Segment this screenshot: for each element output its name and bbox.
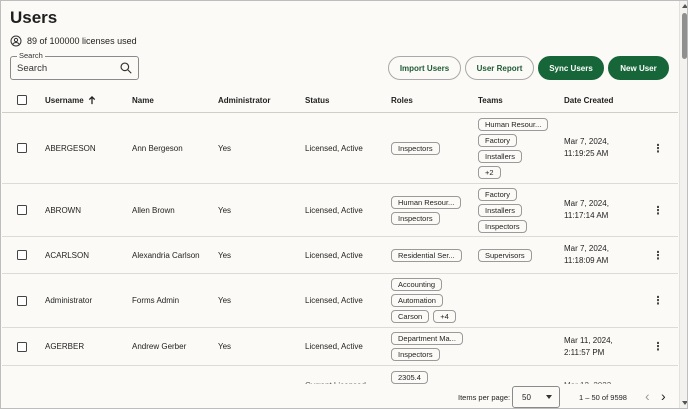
team-chip: Human Resour...	[478, 118, 548, 131]
arrow-up-icon	[88, 96, 96, 105]
team-chip: Factory	[478, 134, 517, 147]
pagination-bar	[2, 384, 678, 409]
more-vert-icon[interactable]: ⋮	[652, 249, 664, 262]
new-user-button[interactable]: New User	[608, 56, 669, 80]
vertical-scrollbar[interactable]	[679, 1, 688, 408]
name-cell: Allen Brown	[132, 205, 175, 215]
name-cell: Forms Admin	[132, 296, 180, 305]
admin-cell: Yes	[218, 296, 232, 305]
status-cell: Licensed, Active	[305, 250, 363, 260]
admin-cell: Yes	[218, 250, 232, 260]
name-cell: Alexandria Carlson	[132, 250, 200, 260]
sync-users-button[interactable]: Sync Users	[538, 56, 604, 80]
time-line: 11:17:14 AM	[564, 211, 609, 220]
col-header-date-created[interactable]: Date Created	[564, 95, 614, 105]
time-line: 2:11:57 PM	[564, 347, 605, 357]
team-more-chip[interactable]: +2	[478, 166, 501, 179]
roles-cell	[391, 113, 440, 183]
col-header-roles: Roles	[391, 95, 413, 105]
team-chip: Inspectors	[478, 220, 527, 233]
role-chip: Human Resour...	[391, 196, 461, 209]
time-line: 11:19:25 AM	[564, 149, 609, 158]
date-line: Mar 11, 2024,	[564, 335, 613, 345]
more-vert-icon[interactable]: ⋮	[652, 204, 664, 217]
date-created-cell	[564, 184, 609, 236]
page-range-label: 1 – 50 of 9598	[579, 393, 627, 402]
role-chip: 2305.4	[391, 371, 428, 384]
import-users-button[interactable]: Import Users	[388, 56, 461, 80]
scroll-up-arrow-icon[interactable]	[682, 4, 688, 8]
username-cell: ABROWN	[45, 205, 81, 215]
roles-cell	[391, 184, 461, 236]
table-row[interactable]	[2, 113, 678, 184]
teams-cell	[478, 237, 532, 273]
role-chip: Accounting	[391, 278, 442, 291]
role-chip-line	[391, 310, 456, 323]
col-header-name[interactable]: Name	[132, 95, 154, 105]
role-chip: Department Ma...	[391, 332, 463, 345]
username-cell: Administrator	[45, 296, 93, 305]
roles-cell	[391, 237, 462, 273]
name-cell: Andrew Gerber	[132, 342, 187, 351]
items-per-page-label: Items per page:	[458, 393, 511, 402]
license-text: 89 of 100000 licenses used	[27, 36, 137, 46]
team-chip: Installers	[478, 150, 522, 163]
select-all-checkbox[interactable]	[17, 95, 27, 105]
search-input[interactable]	[17, 61, 115, 75]
items-per-page-select[interactable]	[512, 386, 560, 408]
row-checkbox[interactable]	[17, 250, 27, 260]
col-header-teams: Teams	[478, 95, 503, 105]
status-cell: Licensed, Active	[305, 143, 363, 153]
date-created-cell	[564, 328, 613, 365]
username-cell: AGERBER	[45, 342, 85, 351]
table-header-row	[2, 88, 678, 113]
roles-cell	[391, 328, 463, 365]
role-chip: Automation	[391, 294, 443, 307]
admin-cell: Yes	[218, 205, 232, 215]
role-chip: Carson	[391, 310, 429, 323]
more-vert-icon[interactable]: ⋮	[652, 295, 664, 307]
role-chip: Inspectors	[391, 142, 440, 155]
date-created-cell	[564, 113, 609, 183]
col-header-status[interactable]: Status	[305, 95, 330, 105]
row-checkbox[interactable]	[17, 143, 27, 153]
team-chip: Installers	[478, 204, 522, 217]
role-more-chip[interactable]: +4	[433, 310, 456, 323]
page-title: Users	[10, 8, 58, 27]
teams-cell	[478, 184, 527, 236]
items-per-page-value: 50	[522, 392, 531, 402]
search-field[interactable]	[10, 51, 139, 80]
team-chip: Factory	[478, 188, 517, 201]
status-cell: Licensed, Active	[305, 296, 363, 305]
roles-cell	[391, 274, 456, 327]
scrollbar-thumb[interactable]	[682, 13, 687, 59]
table-row[interactable]	[2, 274, 678, 328]
table-row[interactable]	[2, 184, 678, 237]
license-summary	[10, 35, 137, 47]
date-line: Mar 7, 2024,	[564, 199, 609, 208]
teams-cell	[478, 113, 548, 183]
date-line: Mar 7, 2024,	[564, 244, 609, 253]
col-username-label: Username	[45, 95, 84, 105]
col-header-username[interactable]	[45, 88, 96, 112]
date-created-cell	[564, 237, 609, 273]
table-row[interactable]	[2, 328, 678, 366]
status-cell: Licensed, Active	[305, 205, 363, 215]
admin-cell: Yes	[218, 143, 232, 153]
dropdown-caret-icon	[546, 395, 552, 399]
more-vert-icon[interactable]: ⋮	[652, 341, 664, 353]
chevron-left-icon[interactable]: ‹	[645, 388, 650, 404]
scroll-down-arrow-icon[interactable]	[682, 401, 688, 405]
status-cell: Licensed, Active	[305, 342, 363, 351]
role-chip: Inspectors	[391, 212, 440, 225]
search-icon[interactable]	[119, 61, 133, 75]
col-header-administrator[interactable]: Administrator	[218, 95, 271, 105]
row-checkbox[interactable]	[17, 342, 27, 352]
username-cell: ABERGESON	[45, 143, 96, 153]
row-checkbox[interactable]	[17, 296, 27, 306]
users-table	[2, 88, 678, 396]
search-legend: Search	[19, 51, 43, 60]
date-line: Mar 7, 2024,	[564, 137, 609, 146]
role-chip: Residential Ser...	[391, 249, 462, 262]
time-line: 11:18:09 AM	[564, 256, 609, 265]
account-circle-icon	[10, 35, 22, 47]
team-chip: Supervisors	[478, 249, 532, 262]
role-chip: Inspectors	[391, 348, 440, 361]
admin-cell: Yes	[218, 342, 232, 351]
select-all-cell	[17, 88, 27, 112]
username-cell: ACARLSON	[45, 250, 90, 260]
table-row[interactable]	[2, 237, 678, 274]
name-cell: Ann Bergeson	[132, 143, 183, 153]
chevron-right-icon[interactable]: ›	[661, 388, 666, 404]
user-report-button[interactable]: User Report	[465, 56, 534, 80]
row-checkbox[interactable]	[17, 205, 27, 215]
more-vert-icon[interactable]: ⋮	[652, 142, 664, 155]
